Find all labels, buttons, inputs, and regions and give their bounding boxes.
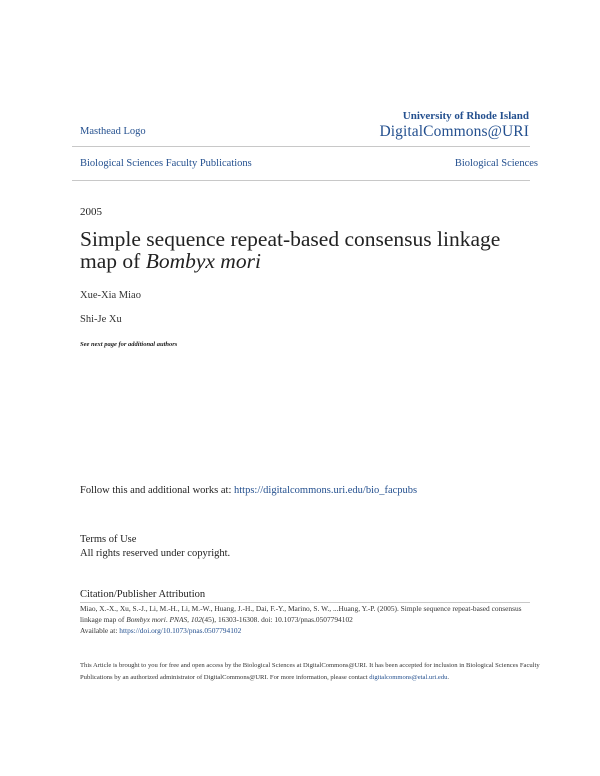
- terms-of-use: [80, 533, 230, 561]
- terms-text: All rights reserved under copyright.: [80, 548, 231, 559]
- title-species: Bombyx mori: [145, 249, 261, 273]
- see-next-page-note: See next page for additional authors: [80, 341, 178, 348]
- citation-text: [80, 603, 535, 636]
- institution-name: University of Rhode Island: [402, 110, 529, 122]
- citation-part-3: (45), 16303-16308. doi: 10.1073/pnas.0507794102: [201, 615, 353, 624]
- contact-email-link[interactable]: digitalcommons@etal.uri.edu: [369, 673, 448, 681]
- follow-line: [80, 485, 417, 496]
- title-text: Simple sequence repeat-based consensus linkage map of: [80, 227, 501, 273]
- publication-year: 2005: [80, 206, 102, 218]
- repository-name: DigitalCommons@URI: [379, 123, 529, 140]
- citation-part-1: Miao, X.-X., Xu, S.-J., Li, M.-H., Li, M.-W., Huang, J.-H., Dai, F.-Y., Marino, S. W., ...Huang, Y.-P. (2005). Simple sequence repeat-based consensus linkage map of: [80, 604, 522, 624]
- citation-species: Bombyx mori: [126, 615, 166, 624]
- department-link[interactable]: Biological Sciences: [454, 158, 538, 169]
- article-title: [80, 228, 540, 272]
- breadcrumb-divider: [72, 180, 530, 181]
- citation-journal: PNAS, 102: [169, 615, 202, 624]
- terms-heading: Terms of Use: [80, 534, 137, 545]
- author-2: Shi-Je Xu: [80, 314, 122, 325]
- header-divider: [72, 146, 530, 147]
- series-link[interactable]: Biological Sciences Faculty Publications: [80, 158, 252, 169]
- repository-brand[interactable]: [379, 110, 529, 141]
- follow-label: Follow this and additional works at:: [80, 485, 234, 496]
- access-notice-text: This Article is brought to you for free and open access by the Biological Sciences at DigitalCommons@URI. It has been accepted for inclusion in Biological Sciences Faculty Publications by an authorized administrator of DigitalCommons@URI. For more information, please contact: [80, 662, 540, 681]
- citation-part-2: .: [165, 615, 170, 624]
- available-at-label: Available at:: [80, 626, 120, 635]
- masthead-logo-link[interactable]: Masthead Logo: [80, 126, 146, 137]
- author-1: Xue-Xia Miao: [80, 290, 141, 301]
- access-notice-end: .: [447, 673, 450, 681]
- access-notice: [80, 660, 550, 683]
- doi-link[interactable]: https://doi.org/10.1073/pnas.0507794102: [119, 626, 242, 635]
- citation-heading: Citation/Publisher Attribution: [80, 589, 206, 600]
- follow-url-link[interactable]: https://digitalcommons.uri.edu/bio_facpubs: [234, 485, 418, 496]
